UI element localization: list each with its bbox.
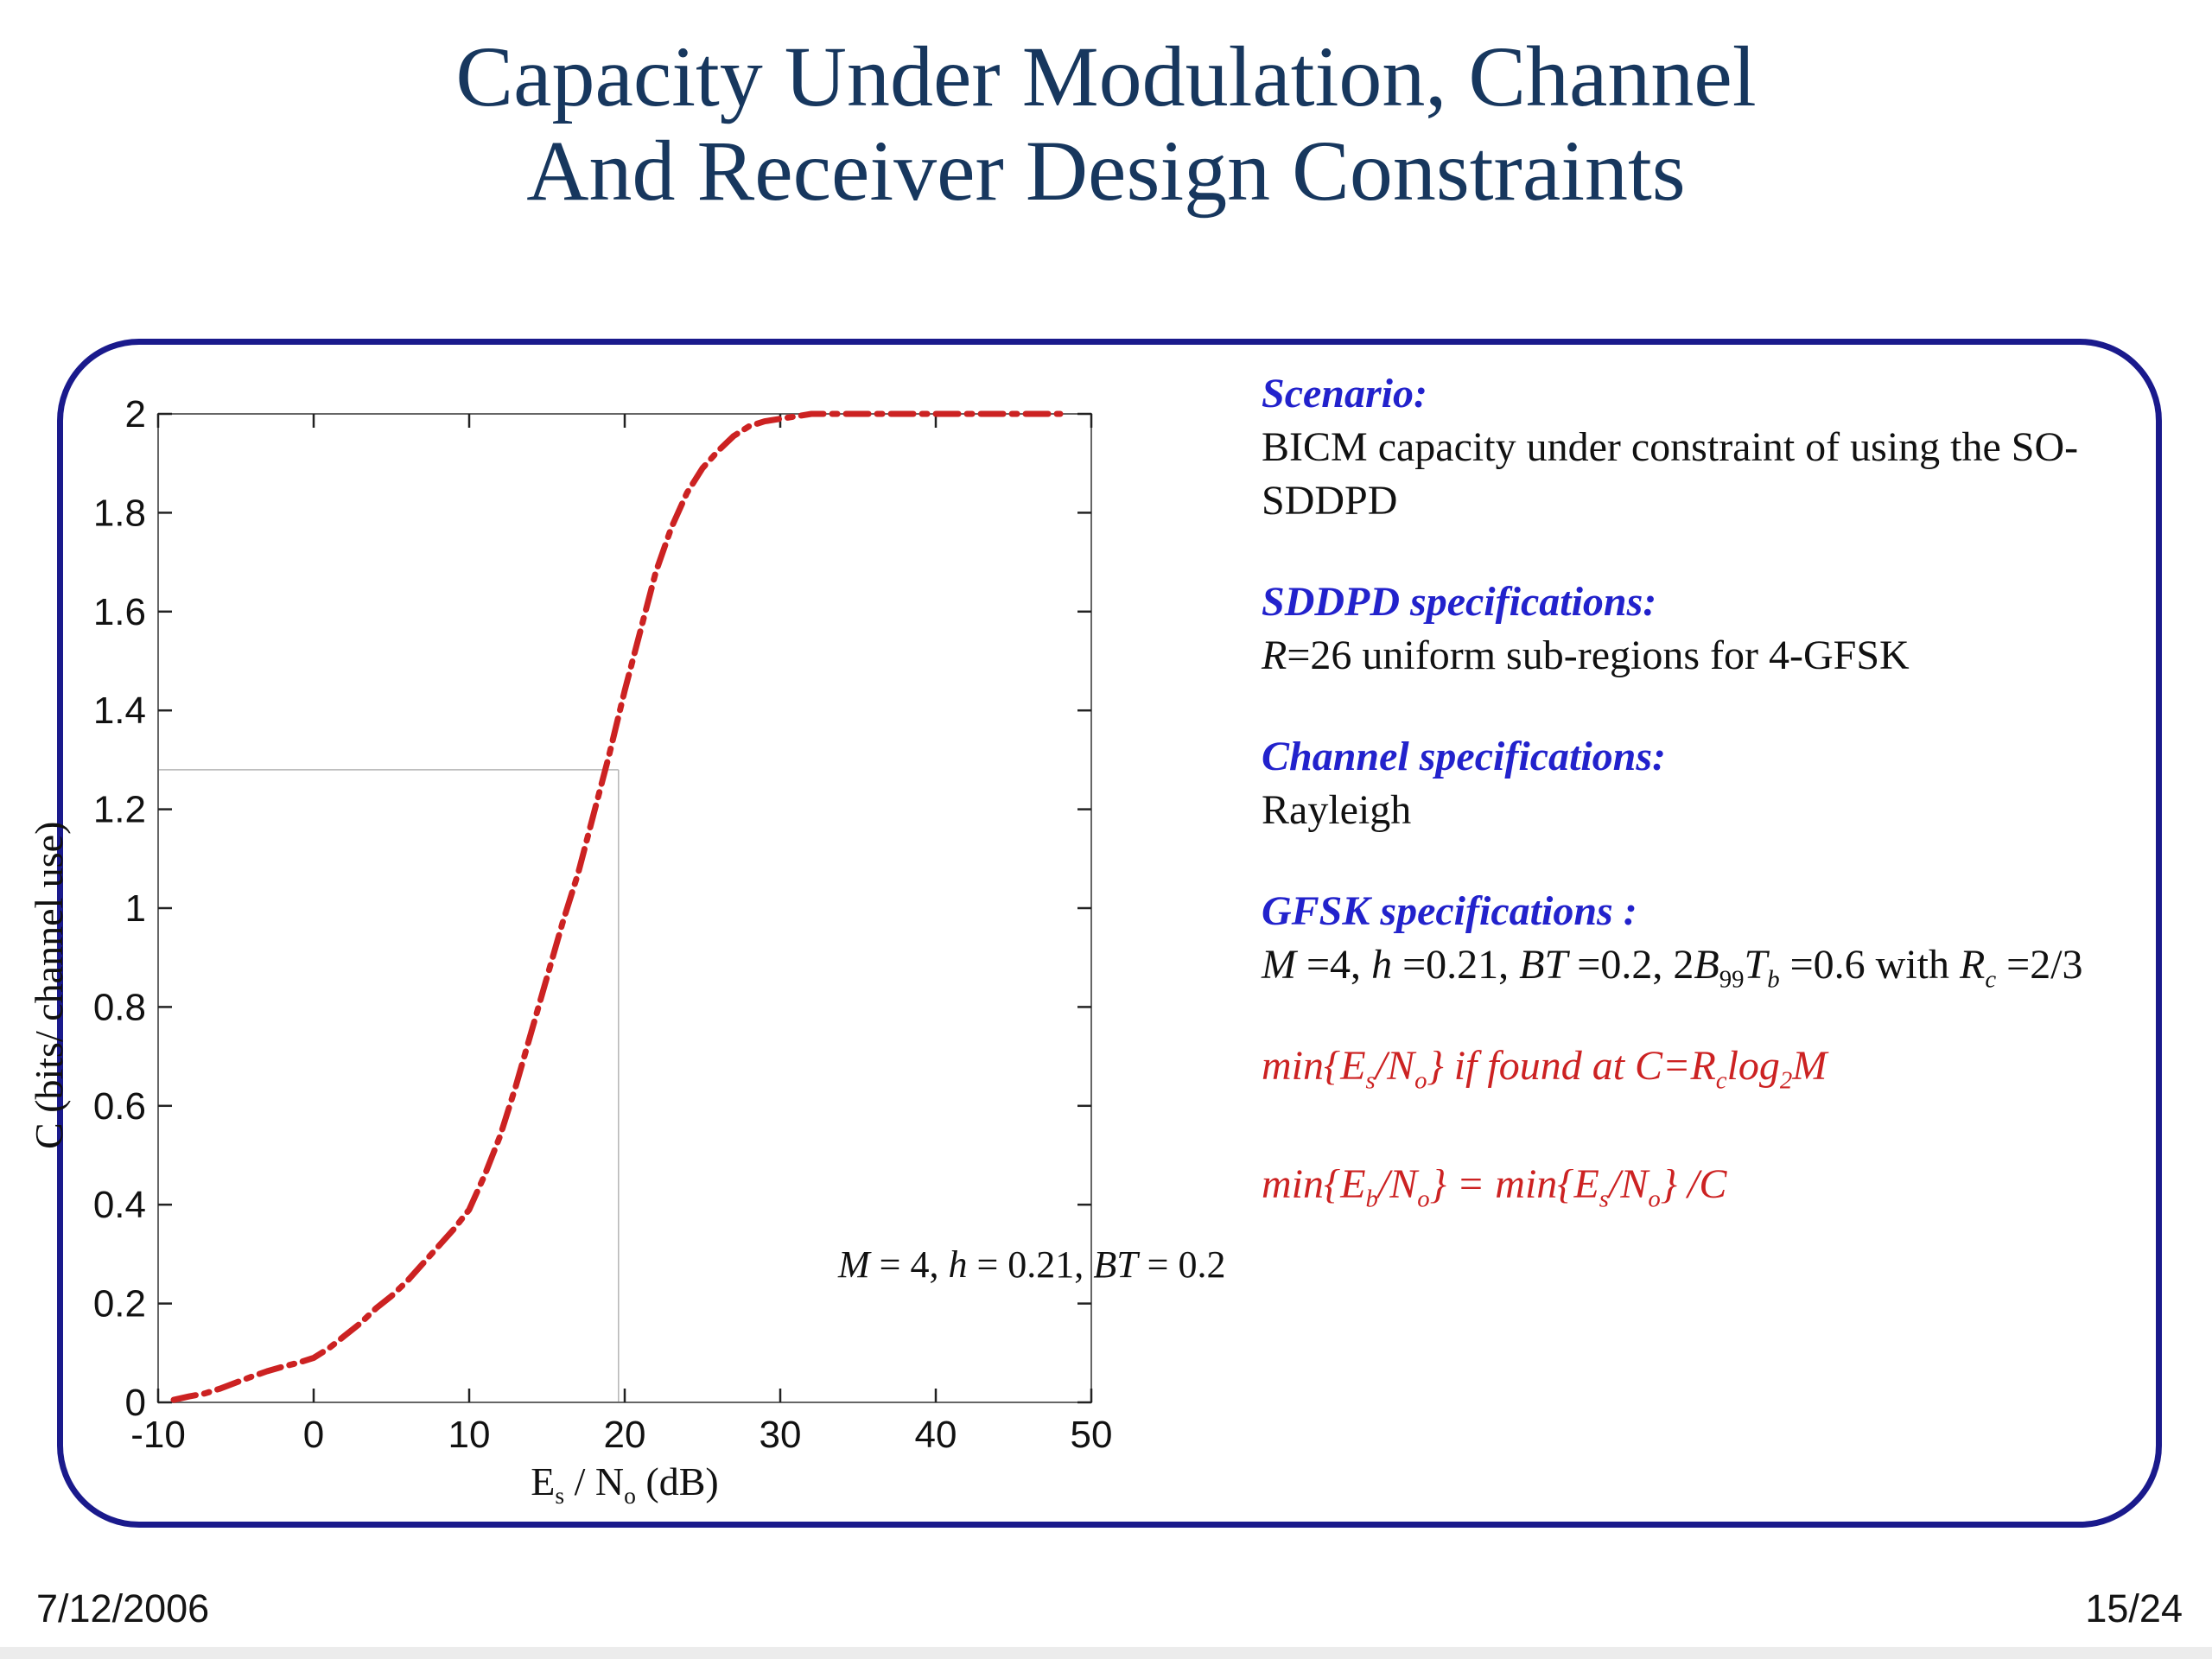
footer-page: 15/24 <box>2085 1586 2183 1630</box>
y-tick-label: 0.8 <box>92 986 146 1029</box>
note-block-gfsk <box>1262 885 2143 992</box>
x-tick-label: -10 <box>130 1414 186 1456</box>
y-tick-label: 1.4 <box>92 690 146 733</box>
note-heading: GFSK specifications : <box>1262 888 1637 934</box>
title-line-1: Capacity Under Modulation, Channel <box>455 29 1757 124</box>
y-axis-label: C (bits/ channel use) <box>27 821 71 1149</box>
formula-min-ebno: $\min\{E_b/N_o\} = \min\{E_s/N_o\}$ /C <box>1262 1161 1727 1213</box>
y-tick-label: 1.8 <box>92 492 146 535</box>
note-heading: Scenario: <box>1262 371 1427 416</box>
y-tick-label: 1.6 <box>92 590 146 633</box>
x-tick-label: 20 <box>603 1414 646 1456</box>
slide-title <box>0 29 2212 218</box>
y-tick-label: 0 <box>124 1382 146 1424</box>
bottom-strip <box>0 1647 2212 1659</box>
y-tick-label: 0.4 <box>92 1184 146 1227</box>
x-tick-label: 30 <box>759 1414 802 1456</box>
title-line-2: And Receiver Design Constraints <box>526 123 1686 219</box>
y-tick-label: 1 <box>124 887 146 930</box>
footer-date: 7/12/2006 <box>36 1586 210 1630</box>
notes-column <box>1262 367 2143 1259</box>
note-block-sddpd <box>1262 575 2143 683</box>
note-line: Rayleigh <box>1262 787 1412 833</box>
x-tick-label: 40 <box>914 1414 957 1456</box>
note-line: R=26 uniform sub-regions for 4-GFSK <box>1262 632 1910 678</box>
note-block-scenario <box>1262 367 2143 528</box>
x-tick-label: 10 <box>448 1414 491 1456</box>
y-tick-label: 1.2 <box>92 788 146 831</box>
y-tick-label: 2 <box>124 393 146 435</box>
note-heading: Channel specifications: <box>1262 734 1667 779</box>
capacity-chart <box>69 372 1226 1478</box>
note-block-channel <box>1262 730 2143 837</box>
note-line: BICM capacity under constraint of using the SO- <box>1262 424 2079 470</box>
y-tick-label: 0.6 <box>92 1084 146 1128</box>
y-tick-label: 0.2 <box>92 1282 146 1325</box>
capacity-chart-svg <box>69 372 1210 1478</box>
note-line: SDDPD <box>1262 478 1398 524</box>
x-tick-label: 0 <box>302 1414 325 1456</box>
formula-min-esno: $\min\{E_s/N_o\}$ if found at $C=R_c\log_2M$ <box>1262 1043 1827 1095</box>
x-tick-label: 50 <box>1070 1414 1113 1456</box>
note-heading: SDDPD specifications: <box>1262 579 1657 625</box>
x-axis-label: $E_s / N_o$ (dB) <box>531 1459 719 1510</box>
chart-annotation: M = 4, h = 0.21, BT = 0.2 <box>838 1243 1226 1286</box>
note-line: M =4, h =0.21, BT =0.2, $2B_{99}T_b =0.6$ with $R_c =2/3$ <box>1262 942 2083 994</box>
